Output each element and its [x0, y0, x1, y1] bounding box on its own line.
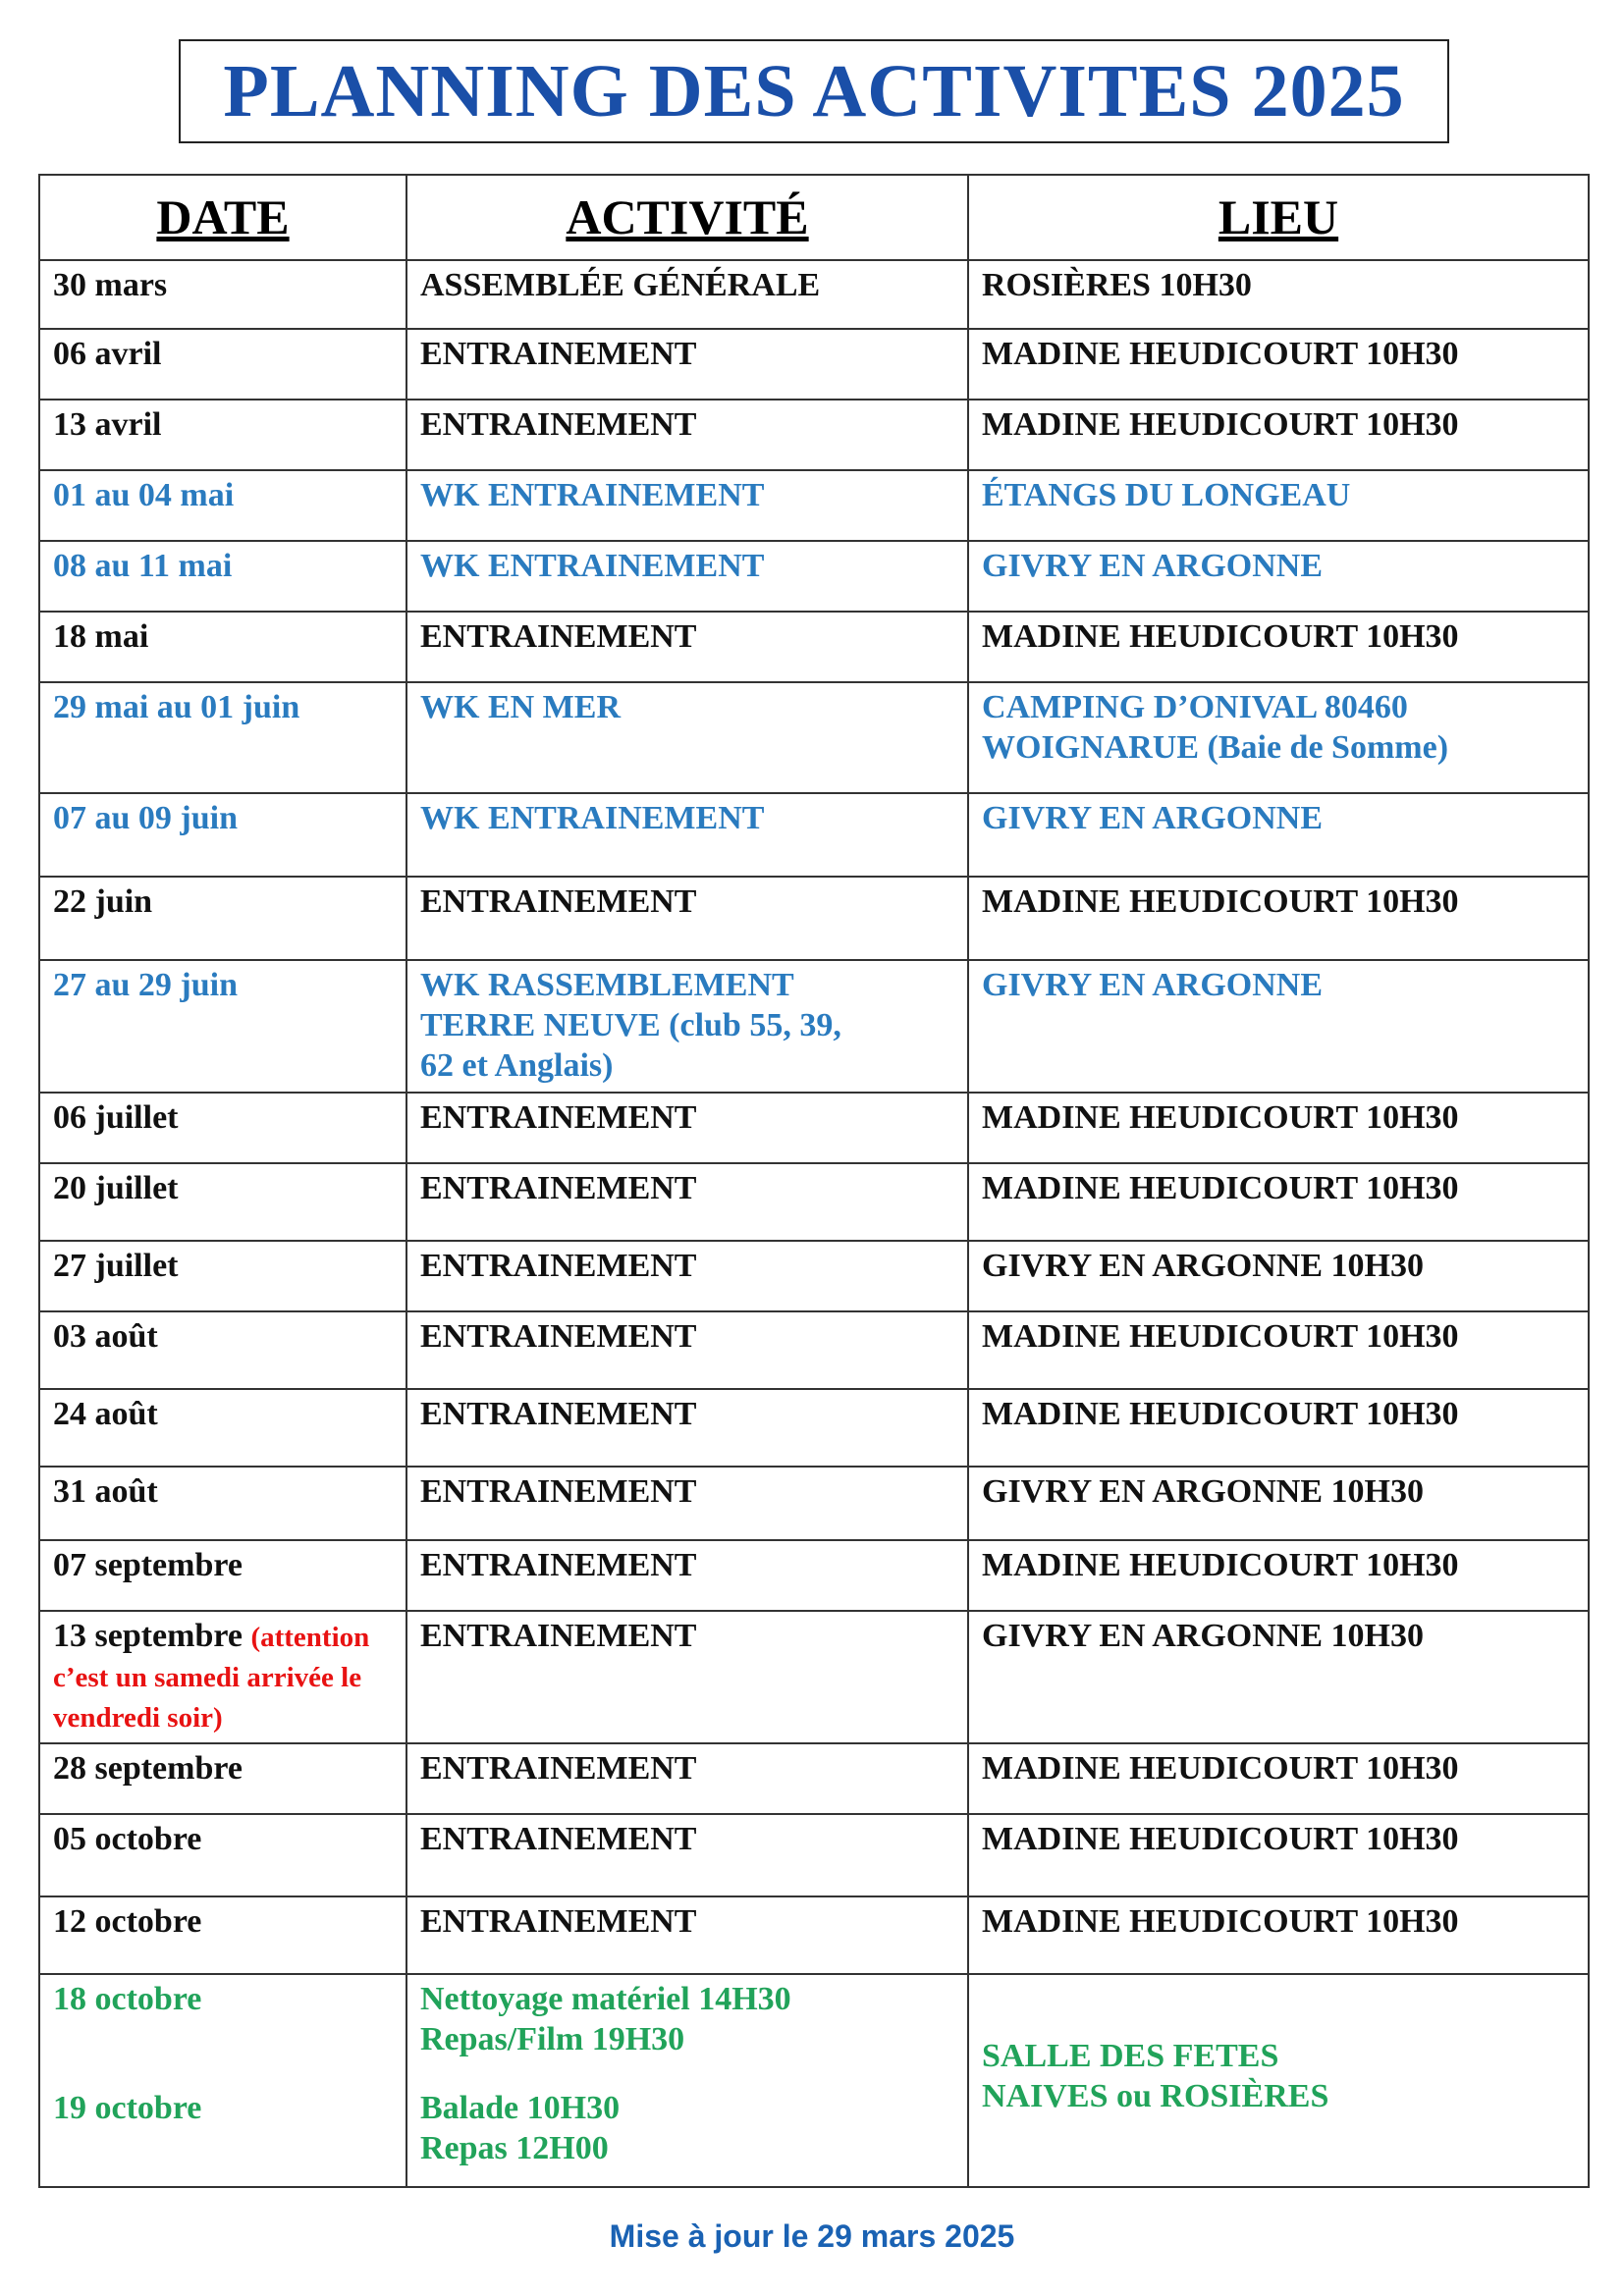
table-row [39, 960, 1589, 1093]
date-cell: 30 mars [39, 260, 406, 329]
date-cell: 05 octobre [39, 1814, 406, 1896]
place-cell: MADINE HEUDICOURT 10H30 [968, 1743, 1589, 1814]
activity-line: TERRE NEUVE (club 55, 39, [420, 1007, 841, 1043]
activity-line: Repas/Film 19H30 [420, 2021, 685, 2057]
title-box [179, 39, 1449, 143]
table-row [39, 1467, 1589, 1540]
place-cell: MADINE HEUDICOURT 10H30 [968, 1389, 1589, 1467]
table-row [39, 1974, 1589, 2187]
activity-cell: ENTRAINEMENT [406, 1389, 968, 1467]
date-cell: 24 août [39, 1389, 406, 1467]
activity-cell: ENTRAINEMENT [406, 1311, 968, 1389]
date-cell: 28 septembre [39, 1743, 406, 1814]
place-cell: MADINE HEUDICOURT 10H30 [968, 1311, 1589, 1389]
date-cell: 01 au 04 mai [39, 470, 406, 541]
activity-line: 62 et Anglais) [420, 1047, 614, 1084]
header-date: DATE [39, 175, 406, 260]
place-line: SALLE DES FETES [982, 2038, 1279, 2074]
place-cell [968, 682, 1589, 793]
activity-line: Balade 10H30 [420, 2090, 621, 2126]
place-cell: MADINE HEUDICOURT 10H30 [968, 329, 1589, 400]
table-row [39, 470, 1589, 541]
update-note: Mise à jour le 29 mars 2025 [609, 2218, 1015, 2254]
table-row [39, 1163, 1589, 1241]
activity-cell: ENTRAINEMENT [406, 1896, 968, 1974]
place-cell: GIVRY EN ARGONNE [968, 793, 1589, 877]
activity-cell: ENTRAINEMENT [406, 877, 968, 960]
place-cell: MADINE HEUDICOURT 10H30 [968, 1896, 1589, 1974]
place-cell: GIVRY EN ARGONNE [968, 541, 1589, 612]
date-cell: 08 au 11 mai [39, 541, 406, 612]
activity-cell: ENTRAINEMENT [406, 612, 968, 682]
activity-cell: ENTRAINEMENT [406, 1093, 968, 1163]
date-line: 19 octobre [53, 2090, 202, 2126]
page-title: PLANNING DES ACTIVITES 2025 [223, 49, 1405, 133]
activity-cell: ENTRAINEMENT [406, 1611, 968, 1743]
place-line: NAIVES ou ROSIÈRES [982, 2078, 1329, 2114]
date-cell: 20 juillet [39, 1163, 406, 1241]
table-row [39, 877, 1589, 960]
table-row [39, 1093, 1589, 1163]
table-row [39, 1540, 1589, 1611]
date-cell: 27 juillet [39, 1241, 406, 1311]
activity-cell: ENTRAINEMENT [406, 400, 968, 470]
table-row [39, 400, 1589, 470]
table-row [39, 612, 1589, 682]
date-cell: 07 septembre [39, 1540, 406, 1611]
date-cell: 13 avril [39, 400, 406, 470]
header-activity: ACTIVITÉ [406, 175, 968, 260]
place-line: CAMPING D’ONIVAL 80460 [982, 689, 1408, 725]
activity-line: Nettoyage matériel 14H30 [420, 1981, 791, 2017]
table-row [39, 793, 1589, 877]
activities-table [38, 174, 1590, 2188]
date-cell [39, 1974, 406, 2187]
place-cell: MADINE HEUDICOURT 10H30 [968, 400, 1589, 470]
activity-line: Repas 12H00 [420, 2130, 609, 2166]
activity-line: WK RASSEMBLEMENT [420, 967, 794, 1003]
table-row [39, 1611, 1589, 1743]
place-cell: GIVRY EN ARGONNE [968, 960, 1589, 1093]
table-row [39, 1311, 1589, 1389]
activity-cell: ENTRAINEMENT [406, 1540, 968, 1611]
activity-cell [406, 1974, 968, 2187]
activity-cell: ASSEMBLÉE GÉNÉRALE [406, 260, 968, 329]
place-cell: MADINE HEUDICOURT 10H30 [968, 1163, 1589, 1241]
date-cell: 18 mai [39, 612, 406, 682]
date-cell [39, 1611, 406, 1743]
activity-cell: ENTRAINEMENT [406, 1241, 968, 1311]
activity-cell: ENTRAINEMENT [406, 1163, 968, 1241]
activity-cell: ENTRAINEMENT [406, 1467, 968, 1540]
table-row [39, 329, 1589, 400]
date-text: 13 septembre [53, 1618, 243, 1654]
place-cell: MADINE HEUDICOURT 10H30 [968, 1540, 1589, 1611]
place-cell: MADINE HEUDICOURT 10H30 [968, 877, 1589, 960]
place-line: WOIGNARUE (Baie de Somme) [982, 729, 1449, 766]
date-cell: 06 juillet [39, 1093, 406, 1163]
activity-cell: WK EN MER [406, 682, 968, 793]
activity-cell: WK ENTRAINEMENT [406, 470, 968, 541]
date-cell: 07 au 09 juin [39, 793, 406, 877]
date-cell: 29 mai au 01 juin [39, 682, 406, 793]
activity-cell: WK ENTRAINEMENT [406, 541, 968, 612]
place-cell [968, 1974, 1589, 2187]
date-cell: 12 octobre [39, 1896, 406, 1974]
activity-cell: WK ENTRAINEMENT [406, 793, 968, 877]
date-cell: 31 août [39, 1467, 406, 1540]
table-row [39, 682, 1589, 793]
activity-cell: ENTRAINEMENT [406, 329, 968, 400]
table-row [39, 1743, 1589, 1814]
date-cell: 03 août [39, 1311, 406, 1389]
activity-cell: ENTRAINEMENT [406, 1743, 968, 1814]
date-cell: 22 juin [39, 877, 406, 960]
table-row [39, 1389, 1589, 1467]
header-row [39, 175, 1589, 260]
activity-cell [406, 960, 968, 1093]
place-cell: MADINE HEUDICOURT 10H30 [968, 612, 1589, 682]
place-cell: GIVRY EN ARGONNE 10H30 [968, 1611, 1589, 1743]
table-row [39, 260, 1589, 329]
place-cell: ROSIÈRES 10H30 [968, 260, 1589, 329]
table-row [39, 1814, 1589, 1896]
place-cell: ÉTANGS DU LONGEAU [968, 470, 1589, 541]
place-cell: MADINE HEUDICOURT 10H30 [968, 1814, 1589, 1896]
table-row [39, 541, 1589, 612]
activity-cell: ENTRAINEMENT [406, 1814, 968, 1896]
date-cell: 27 au 29 juin [39, 960, 406, 1093]
table-row [39, 1896, 1589, 1974]
header-place: LIEU [968, 175, 1589, 260]
place-cell: GIVRY EN ARGONNE 10H30 [968, 1241, 1589, 1311]
date-cell: 06 avril [39, 329, 406, 400]
date-line: 18 octobre [53, 1981, 202, 2017]
table-row [39, 1241, 1589, 1311]
place-cell: MADINE HEUDICOURT 10H30 [968, 1093, 1589, 1163]
place-cell: GIVRY EN ARGONNE 10H30 [968, 1467, 1589, 1540]
note-text: (attention c’est un samedi arrivée le vendredi soir) [53, 1622, 370, 1734]
